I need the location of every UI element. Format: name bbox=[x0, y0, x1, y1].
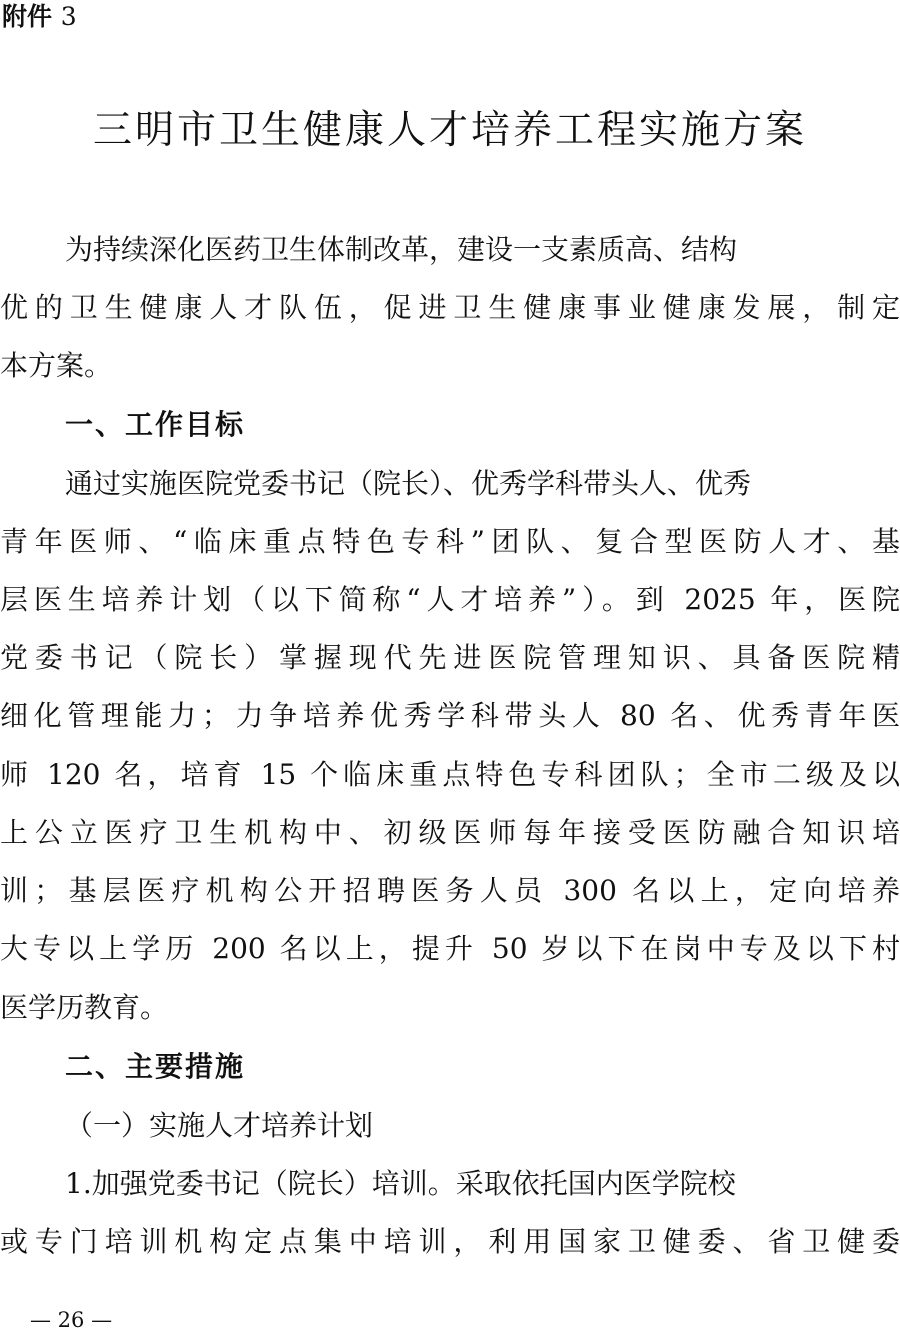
section-2-subheading: （一）实施人才培养计划 bbox=[65, 1109, 374, 1142]
section-1-line-7: 上公立医疗卫生机构中、初级医师每年接受医防融合知识培 bbox=[0, 816, 900, 849]
section-1-line-4: 党委书记（院长）掌握现代先进医院管理知识、具备医院精 bbox=[0, 641, 900, 674]
intro-line-2: 优的卫生健康人才队伍，促进卫生健康事业健康发展，制定 bbox=[0, 291, 900, 324]
section-2-heading: 二、主要措施 bbox=[65, 1050, 246, 1083]
section-1-line-2: 青年医师、“临床重点特色专科”团队、复合型医防人才、基 bbox=[0, 525, 900, 558]
item-1-line-2: 或专门培训机构定点集中培训，利用国家卫健委、省卫健委 bbox=[0, 1225, 900, 1258]
section-1-line-1: 通过实施医院党委书记（院长）、优秀学科带头人、优秀 bbox=[65, 467, 752, 500]
item-1-line-1: 1.加强党委书记（院长）培训。采取依托国内医学院校 bbox=[65, 1167, 736, 1200]
section-1-line-5: 细化管理能力；力争培养优秀学科带头人 80 名、优秀青年医 bbox=[0, 699, 900, 732]
intro-line-1: 为持续深化医药卫生体制改革，建设一支素质高、结构 bbox=[65, 233, 738, 266]
section-1-line-8: 训；基层医疗机构公开招聘医务人员 300 名以上，定向培养 bbox=[0, 874, 900, 907]
annex-number: 3 bbox=[60, 2, 77, 31]
page-number: — 26 — bbox=[30, 1308, 113, 1332]
section-1-line-10: 医学历教育。 bbox=[0, 991, 169, 1024]
section-1-heading: 一、工作目标 bbox=[65, 408, 246, 441]
annex-label bbox=[2, 2, 77, 32]
document-title: 三明市卫生健康人才培养工程实施方案 bbox=[92, 108, 807, 153]
section-1-line-9: 大专以上学历 200 名以上，提升 50 岁以下在岗中专及以下村 bbox=[0, 932, 900, 965]
section-1-line-3: 层医生培养计划（以下简称“人才培养”）。到 2025 年，医院 bbox=[0, 583, 900, 616]
annex-word: 附件 bbox=[2, 2, 53, 31]
section-1-line-6: 师 120 名，培育 15 个临床重点特色专科团队；全市二级及以 bbox=[0, 758, 900, 791]
intro-line-3: 本方案。 bbox=[0, 349, 113, 382]
